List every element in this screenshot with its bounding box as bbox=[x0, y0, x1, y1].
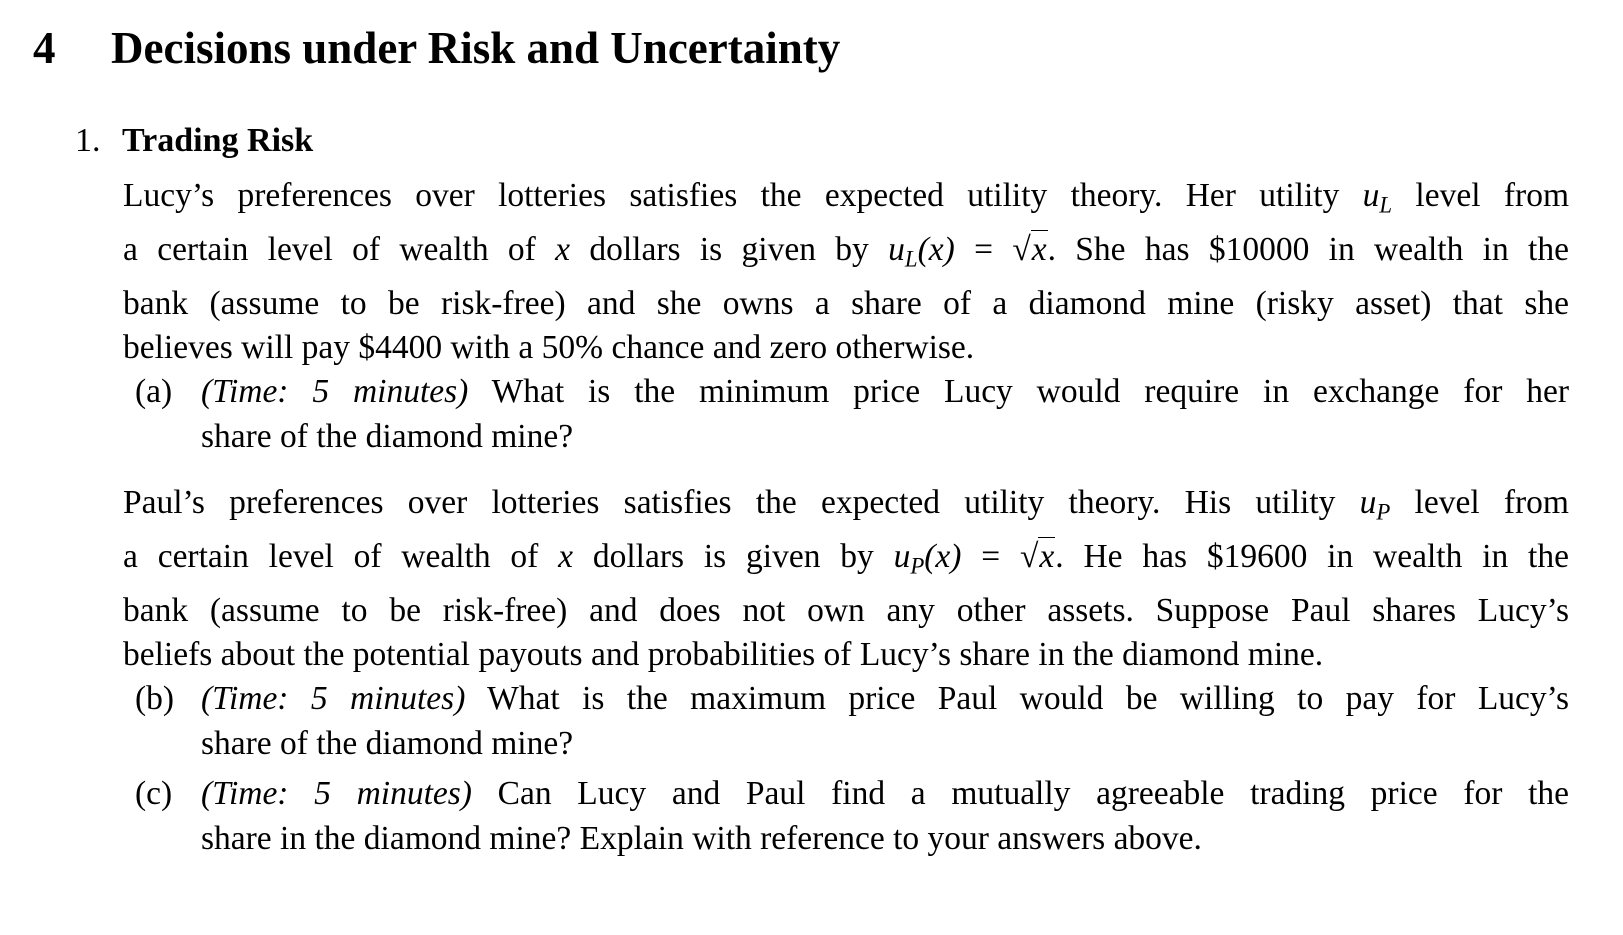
part-a-line-2: share of the diamond mine? bbox=[201, 417, 574, 455]
paul-line-4: beliefs about the potential payouts and probabilities of Lucy’s share in the diamond mine. bbox=[123, 636, 1324, 674]
utility-symbol: u bbox=[893, 537, 911, 575]
utility-subscript: P bbox=[910, 553, 925, 579]
utility-symbol: u bbox=[888, 230, 905, 268]
lucy-line-1 bbox=[123, 174, 1569, 228]
paul-text: dollars is given by bbox=[573, 537, 894, 575]
radical-sign: √ bbox=[1020, 537, 1039, 575]
part-c-line-1 bbox=[201, 772, 1569, 817]
paul-line-2 bbox=[123, 535, 1569, 589]
equals-sign: = bbox=[961, 537, 1020, 575]
function-argument: (x) bbox=[924, 537, 962, 575]
paul-text: . He has $19600 in wealth in the bbox=[1055, 537, 1569, 575]
lucy-text: a certain level of wealth of bbox=[123, 230, 556, 268]
part-c-text: Can Lucy and Paul find a mutually agreeable trading price for the bbox=[471, 775, 1569, 812]
lucy-paragraph bbox=[123, 174, 1569, 371]
utility-symbol: u bbox=[1362, 177, 1380, 214]
radicand: x bbox=[1031, 230, 1047, 268]
part-a-label: (a) bbox=[135, 373, 173, 410]
part-b-line-2: share of the diamond mine? bbox=[201, 724, 574, 762]
paul-line-3: bank (assume to be risk-free) and does not own any other assets. Suppose Paul shares Lucy’s bbox=[123, 591, 1569, 629]
radicand: x bbox=[1039, 537, 1055, 575]
section-heading bbox=[33, 18, 840, 78]
function-argument: (x) bbox=[917, 230, 955, 268]
time-note: (Time: 5 minutes) bbox=[201, 373, 469, 410]
paul-line-1 bbox=[123, 481, 1569, 535]
sqrt-expression bbox=[1012, 230, 1047, 268]
utility-symbol: u bbox=[1359, 484, 1377, 521]
section-number: 4 bbox=[33, 23, 56, 73]
problem-number: 1. bbox=[75, 122, 101, 159]
problem-heading bbox=[75, 118, 313, 164]
part-b-line-1 bbox=[201, 677, 1569, 722]
part-b-text: What is the maximum price Paul would be willing to pay for Lucy’s bbox=[465, 680, 1569, 717]
lucy-line-3: bank (assume to be risk-free) and she owns a share of a diamond mine (risky asset) that she bbox=[123, 284, 1569, 322]
part-c-label: (c) bbox=[135, 775, 173, 812]
math-variable: x bbox=[555, 230, 571, 268]
time-note: (Time: 5 minutes) bbox=[201, 775, 472, 812]
lucy-text: . She has $10000 in wealth in the bbox=[1047, 230, 1569, 268]
lucy-line-2 bbox=[123, 228, 1569, 282]
lucy-text: Lucy’s preferences over lotteries satisfies the expected utility theory. Her utility bbox=[123, 177, 1363, 214]
utility-subscript: P bbox=[1376, 499, 1391, 525]
paul-paragraph bbox=[123, 481, 1569, 678]
sqrt-expression bbox=[1020, 537, 1055, 575]
lucy-line-4: believes will pay $4400 with a 50% chance and zero otherwise. bbox=[123, 329, 975, 367]
part-a-body bbox=[201, 370, 1569, 459]
part-c-line-2: share in the diamond mine? Explain with reference to your answers above. bbox=[201, 819, 1202, 857]
math-variable: x bbox=[558, 537, 574, 575]
lucy-text: dollars is given by bbox=[570, 230, 889, 268]
part-b-body bbox=[201, 677, 1569, 766]
part-a-text: What is the minimum price Lucy would require in exchange for her bbox=[468, 373, 1569, 410]
part-b-label: (b) bbox=[135, 680, 175, 717]
lucy-text: level from bbox=[1392, 177, 1569, 214]
time-note: (Time: 5 minutes) bbox=[201, 680, 466, 717]
part-a bbox=[135, 370, 1569, 459]
paul-text: Paul’s preferences over lotteries satisfies the expected utility theory. His utility bbox=[123, 484, 1360, 521]
utility-subscript: L bbox=[1379, 192, 1393, 218]
part-b bbox=[135, 677, 1569, 766]
paul-text: level from bbox=[1390, 484, 1569, 521]
problem-title: Trading Risk bbox=[122, 122, 314, 159]
part-a-line-1 bbox=[201, 370, 1569, 415]
part-c-body bbox=[201, 772, 1569, 861]
section-title: Decisions under Risk and Uncertainty bbox=[111, 23, 841, 73]
equals-sign: = bbox=[954, 230, 1013, 268]
utility-subscript: L bbox=[904, 246, 918, 272]
radical-sign: √ bbox=[1012, 230, 1031, 268]
part-c bbox=[135, 772, 1569, 861]
paul-text: a certain level of wealth of bbox=[123, 537, 559, 575]
